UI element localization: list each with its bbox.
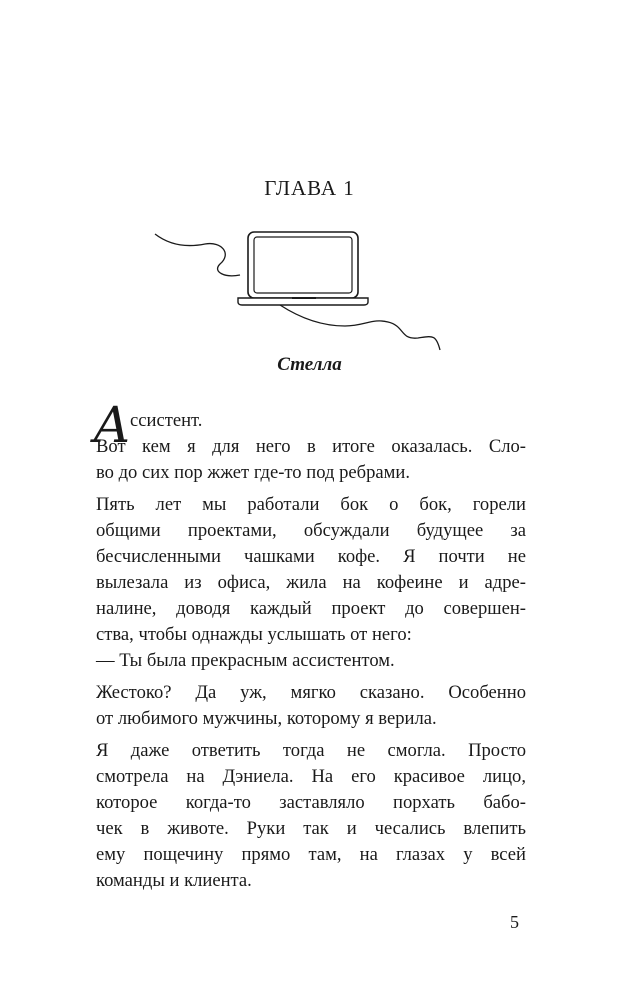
drop-cap: А [93,396,131,454]
text-line: общими проектами, обсуждали будущее за [96,520,526,541]
text-line: от любимого мужчины, которому я верила. [96,708,437,729]
swirl-line-right [280,305,440,350]
text-line: во до сих пор жжет где-то под ребрами. [96,462,410,483]
text-line: ему пощечину прямо там, на глазах у всей [96,844,526,865]
text-line: ссистент. [130,410,203,431]
text-line: смотрела на Дэниела. На его красивое лицо, [96,766,526,787]
laptop-base [238,298,368,305]
text-line: налине, доводя каждый проект до совершен- [96,598,526,619]
text-line: чек в животе. Руки так и чесались влепить [96,818,526,839]
text-line: Пять лет мы работали бок о бок, горели [96,494,526,515]
chapter-body [93,396,526,894]
laptop-screen-outer [248,232,358,298]
laptop-icon [150,222,445,357]
text-line: ства, чтобы однажды услышать от него: [96,624,412,645]
text-line: Жестоко? Да уж, мягко сказано. Особенно [96,682,526,703]
text-line: которое когда-то заставляло порхать бабо- [96,792,526,813]
swirl-line-left [155,234,240,276]
text-line: — Ты была прекрасным ассистентом. [96,650,395,671]
pov-character-name: Стелла [277,354,342,375]
page-number: 5 [510,912,519,932]
text-line: вылезала из офиса, жила на кофеине и адре- [96,572,526,593]
text-line: Я даже ответить тогда не смогла. Просто [96,740,526,761]
text-line: бесчисленными чашками кофе. Я почти не [96,546,526,567]
chapter-title: ГЛАВА 1 [264,176,355,200]
text-line: команды и клиента. [96,870,252,891]
text-line: Вот кем я для него в итоге оказалась. Сло- [96,436,526,457]
